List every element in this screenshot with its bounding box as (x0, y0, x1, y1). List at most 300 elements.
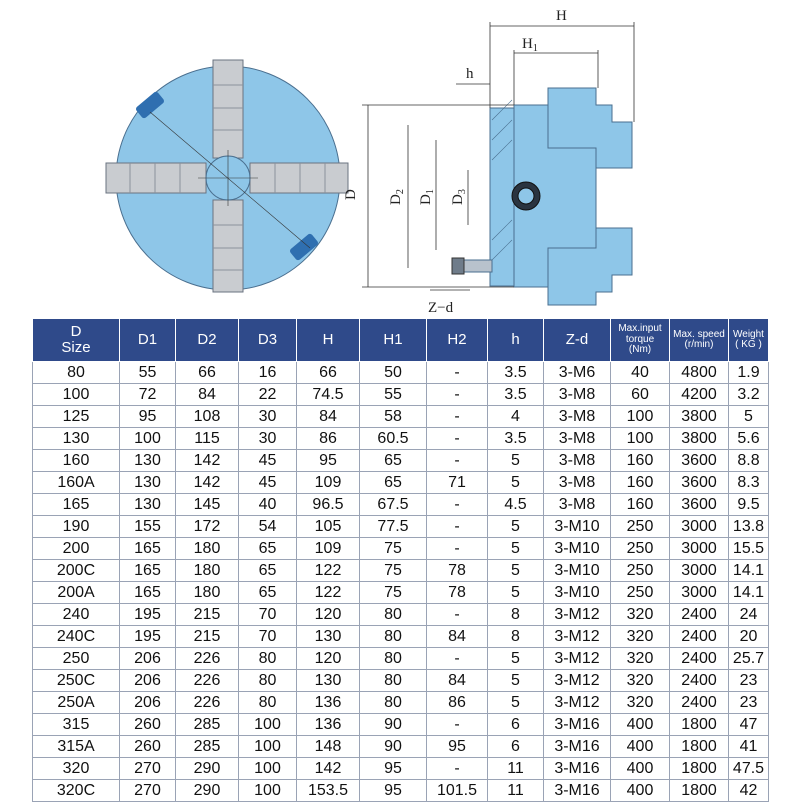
table-cell: 80 (360, 670, 427, 692)
table-cell: 80 (360, 604, 427, 626)
table-cell: - (427, 604, 488, 626)
table-cell: 400 (611, 758, 670, 780)
table-cell: 136 (297, 692, 360, 714)
label-D2: $D_2$ (388, 189, 406, 205)
table-cell: 180 (176, 538, 239, 560)
table-cell: 142 (297, 758, 360, 780)
table-cell: 3-M6 (544, 362, 611, 384)
label-h: h (466, 66, 474, 82)
table-row (33, 450, 769, 472)
table-cell: 5 (488, 450, 544, 472)
table-cell: 23 (729, 692, 769, 714)
table-cell: 3.5 (488, 428, 544, 450)
table-cell: 65 (239, 560, 297, 582)
table-cell: 13.8 (729, 516, 769, 538)
table-cell: 40 (611, 362, 670, 384)
table-cell: 40 (239, 494, 297, 516)
table-cell: 100 (611, 428, 670, 450)
table-row (33, 758, 769, 780)
table-cell: 95 (120, 406, 176, 428)
table-cell: 5 (488, 538, 544, 560)
table-row (33, 648, 769, 670)
table-cell: 80 (360, 648, 427, 670)
table-cell: 100 (239, 758, 297, 780)
table-cell: 45 (239, 450, 297, 472)
table-cell: 8 (488, 626, 544, 648)
column-header-line1: H (322, 331, 334, 349)
table-cell: 165 (120, 538, 176, 560)
table-cell: 2400 (670, 648, 729, 670)
table-cell: 60 (611, 384, 670, 406)
table-cell: 400 (611, 736, 670, 758)
table-cell: 3-M8 (544, 428, 611, 450)
table-row (33, 626, 769, 648)
column-header (33, 319, 120, 362)
table-cell: 55 (120, 362, 176, 384)
table-cell: 100 (239, 736, 297, 758)
table-cell: 16 (239, 362, 297, 384)
table-cell: - (427, 516, 488, 538)
table-cell: - (427, 648, 488, 670)
table-cell: 200 (33, 538, 120, 560)
table-cell: 3-M12 (544, 648, 611, 670)
jaw-right (250, 163, 348, 193)
table-cell: 5 (488, 582, 544, 604)
table-cell: - (427, 428, 488, 450)
table-cell: 41 (729, 736, 769, 758)
table-cell: 285 (176, 714, 239, 736)
table-cell: 5 (729, 406, 769, 428)
table-cell: 58 (360, 406, 427, 428)
table-cell: 1800 (670, 780, 729, 802)
table-cell: 96.5 (297, 494, 360, 516)
table-cell: 250 (611, 538, 670, 560)
table-cell: 250 (611, 560, 670, 582)
column-header (544, 319, 611, 362)
table-cell: 5 (488, 692, 544, 714)
table-cell: 250 (611, 516, 670, 538)
table-cell: 3000 (670, 516, 729, 538)
table-cell: 84 (297, 406, 360, 428)
table-cell: 320 (33, 758, 120, 780)
table-cell: 3-M10 (544, 582, 611, 604)
table-cell: 290 (176, 780, 239, 802)
label-D1: $D_1$ (418, 189, 436, 205)
table-cell: 108 (176, 406, 239, 428)
label-H: H (556, 8, 567, 24)
table-cell: 6 (488, 714, 544, 736)
front-view (106, 60, 348, 292)
table-cell: 148 (297, 736, 360, 758)
table-cell: 66 (176, 362, 239, 384)
table-cell: 3-M12 (544, 604, 611, 626)
table-cell: 190 (33, 516, 120, 538)
table-cell: 100 (33, 384, 120, 406)
table-cell: 226 (176, 692, 239, 714)
table-cell: 3-M16 (544, 780, 611, 802)
table-cell: 95 (297, 450, 360, 472)
table-cell: 285 (176, 736, 239, 758)
table-cell: 3000 (670, 582, 729, 604)
table-cell: 270 (120, 758, 176, 780)
table-header-row (33, 319, 769, 362)
table-cell: 250 (33, 648, 120, 670)
table-cell: 142 (176, 472, 239, 494)
table-cell: 80 (239, 670, 297, 692)
table-row (33, 428, 769, 450)
table-cell: 165 (33, 494, 120, 516)
label-Zd: Z−d (428, 300, 454, 316)
table-cell: 100 (611, 406, 670, 428)
table-cell: 109 (297, 538, 360, 560)
table-cell: - (427, 406, 488, 428)
table-cell: 320 (611, 604, 670, 626)
table-cell: 400 (611, 780, 670, 802)
label-H1: $H_1$ (522, 36, 538, 54)
table-cell: 315 (33, 714, 120, 736)
table-cell: 90 (360, 736, 427, 758)
chuck-drawing (0, 0, 800, 320)
table-cell: 3000 (670, 560, 729, 582)
table-row (33, 582, 769, 604)
table-cell: 2400 (670, 604, 729, 626)
table-cell: 80 (360, 626, 427, 648)
table-cell: 6 (488, 736, 544, 758)
table-cell: 160 (33, 450, 120, 472)
table-cell: - (427, 758, 488, 780)
table-cell: 1800 (670, 736, 729, 758)
table-cell: 320 (611, 692, 670, 714)
column-header-line1: D (70, 323, 82, 341)
table-cell: 5 (488, 560, 544, 582)
table-cell: 195 (120, 626, 176, 648)
table-cell: 3.5 (488, 362, 544, 384)
table-cell: 206 (120, 648, 176, 670)
table-cell: 142 (176, 450, 239, 472)
table-cell: 3-M8 (544, 450, 611, 472)
table-cell: 77.5 (360, 516, 427, 538)
table-cell: 2400 (670, 670, 729, 692)
table-cell: 3-M8 (544, 472, 611, 494)
table-cell: 15.5 (729, 538, 769, 560)
table-cell: 3600 (670, 472, 729, 494)
column-header (427, 319, 488, 362)
table-row (33, 384, 769, 406)
table-cell: 55 (360, 384, 427, 406)
table-cell: 8.8 (729, 450, 769, 472)
table-cell: 3000 (670, 538, 729, 560)
table-cell: 72 (120, 384, 176, 406)
table-cell: 54 (239, 516, 297, 538)
table-cell: 4200 (670, 384, 729, 406)
table-cell: 122 (297, 582, 360, 604)
table-cell: 14.1 (729, 560, 769, 582)
table-cell: 78 (427, 560, 488, 582)
table-cell: 3-M10 (544, 560, 611, 582)
table-cell: 3-M10 (544, 516, 611, 538)
column-header (670, 319, 729, 362)
table-cell: 315A (33, 736, 120, 758)
table-cell: 20 (729, 626, 769, 648)
table-cell: 240C (33, 626, 120, 648)
table-cell: 75 (360, 538, 427, 560)
table-cell: 215 (176, 626, 239, 648)
table-row (33, 692, 769, 714)
column-header (488, 319, 544, 362)
table-cell: 80 (33, 362, 120, 384)
table-cell: 78 (427, 582, 488, 604)
table-cell: 400 (611, 714, 670, 736)
table-cell: 320 (611, 670, 670, 692)
table-cell: 206 (120, 692, 176, 714)
column-header (120, 319, 176, 362)
table-cell: 240 (33, 604, 120, 626)
table-cell: 226 (176, 670, 239, 692)
table-cell: 290 (176, 758, 239, 780)
table-cell: 120 (297, 648, 360, 670)
table-cell: 120 (297, 604, 360, 626)
table-cell: 160 (611, 450, 670, 472)
column-header (176, 319, 239, 362)
table-cell: 4.5 (488, 494, 544, 516)
table-cell: 270 (120, 780, 176, 802)
table-cell: 105 (297, 516, 360, 538)
table-cell: 2400 (670, 692, 729, 714)
table-cell: 2400 (670, 626, 729, 648)
table-cell: 250 (611, 582, 670, 604)
column-header-line1: D3 (257, 331, 278, 349)
table-row (33, 714, 769, 736)
table-cell: 125 (33, 406, 120, 428)
table-cell: 115 (176, 428, 239, 450)
table-cell: - (427, 538, 488, 560)
table-cell: 160A (33, 472, 120, 494)
table-cell: - (427, 384, 488, 406)
table-cell: 11 (488, 780, 544, 802)
table-cell: 165 (120, 560, 176, 582)
table-cell: 109 (297, 472, 360, 494)
table-cell: 3-M12 (544, 670, 611, 692)
table-cell: 65 (239, 538, 297, 560)
table-cell: 9.5 (729, 494, 769, 516)
table-cell: 320 (611, 626, 670, 648)
table-cell: 122 (297, 560, 360, 582)
table-cell: 30 (239, 428, 297, 450)
label-D3: $D_3$ (450, 189, 468, 205)
table-cell: 3-M16 (544, 736, 611, 758)
column-header (239, 319, 297, 362)
table-cell: 1800 (670, 714, 729, 736)
side-view (452, 88, 632, 305)
table-cell: 74.5 (297, 384, 360, 406)
table-cell: - (427, 362, 488, 384)
table-cell: 250C (33, 670, 120, 692)
table-cell: 23 (729, 670, 769, 692)
column-header-line1: D2 (197, 331, 217, 349)
table-cell: 5 (488, 648, 544, 670)
table-cell: 3600 (670, 450, 729, 472)
table-cell: 86 (297, 428, 360, 450)
table-cell: 3-M8 (544, 494, 611, 516)
spec-table (32, 318, 769, 802)
table-row (33, 604, 769, 626)
table-cell: 165 (120, 582, 176, 604)
table-row (33, 538, 769, 560)
table-cell: 180 (176, 582, 239, 604)
table-cell: 130 (297, 626, 360, 648)
table-cell: 215 (176, 604, 239, 626)
table-cell: 195 (120, 604, 176, 626)
table-cell: 130 (120, 450, 176, 472)
table-cell: 84 (427, 626, 488, 648)
table-cell: 130 (33, 428, 120, 450)
table-cell: 75 (360, 582, 427, 604)
table-row (33, 780, 769, 802)
table-cell: - (427, 714, 488, 736)
table-cell: 95 (360, 758, 427, 780)
table-cell: 3-M12 (544, 692, 611, 714)
table-cell: 3800 (670, 406, 729, 428)
table-cell: 95 (427, 736, 488, 758)
table-cell: 1800 (670, 758, 729, 780)
table-cell: 130 (120, 472, 176, 494)
table-cell: 3-M8 (544, 406, 611, 428)
table-cell: 226 (176, 648, 239, 670)
table-body (33, 362, 769, 802)
table-cell: 4800 (670, 362, 729, 384)
table-cell: 65 (239, 582, 297, 604)
table-cell: 3-M10 (544, 538, 611, 560)
column-header-line1: H1 (383, 331, 403, 349)
jaw-left (106, 163, 206, 193)
column-header-line1: Z-d (565, 331, 589, 349)
table-cell: 84 (176, 384, 239, 406)
table-cell: 180 (176, 560, 239, 582)
table-cell: 80 (239, 648, 297, 670)
table-cell: 3.2 (729, 384, 769, 406)
table-cell: 47 (729, 714, 769, 736)
table-cell: 8 (488, 604, 544, 626)
table-cell: 145 (176, 494, 239, 516)
table-cell: - (427, 450, 488, 472)
column-header (360, 319, 427, 362)
table-cell: 160 (611, 472, 670, 494)
table-cell: 200A (33, 582, 120, 604)
table-cell: 30 (239, 406, 297, 428)
column-header-line2: (Nm) (628, 344, 652, 356)
table-cell: 71 (427, 472, 488, 494)
table-cell: 4 (488, 406, 544, 428)
label-D: D (343, 189, 359, 200)
table-cell: 130 (297, 670, 360, 692)
table-cell: 160 (611, 494, 670, 516)
table-cell: 320 (611, 648, 670, 670)
table-cell: 250A (33, 692, 120, 714)
column-header-line2: Size (61, 339, 91, 356)
table-row (33, 670, 769, 692)
column-header-line1: Max. speed (673, 328, 725, 340)
table-row (33, 406, 769, 428)
table-row (33, 516, 769, 538)
table-cell: 1.9 (729, 362, 769, 384)
table-cell: 67.5 (360, 494, 427, 516)
table-cell: 66 (297, 362, 360, 384)
table-row (33, 736, 769, 758)
column-header-line1: Max.input torque (618, 323, 662, 345)
column-header-line1: h (511, 331, 520, 349)
table-cell: 80 (360, 692, 427, 714)
table-cell: 14.1 (729, 582, 769, 604)
table-cell: 47.5 (729, 758, 769, 780)
table-cell: 3.5 (488, 384, 544, 406)
table-cell: 172 (176, 516, 239, 538)
table-cell: 65 (360, 450, 427, 472)
column-header-line2: (r/min) (684, 339, 714, 350)
table-cell: 3-M16 (544, 714, 611, 736)
table-cell: 5 (488, 670, 544, 692)
table-cell: 320C (33, 780, 120, 802)
table-cell: 75 (360, 560, 427, 582)
column-header (729, 319, 769, 362)
table-cell: 155 (120, 516, 176, 538)
table-cell: 136 (297, 714, 360, 736)
table-cell: 100 (239, 780, 297, 802)
table-cell: 101.5 (427, 780, 488, 802)
table-cell: 3-M12 (544, 626, 611, 648)
table-cell: 5.6 (729, 428, 769, 450)
table-cell: 3-M8 (544, 384, 611, 406)
table-cell: 100 (120, 428, 176, 450)
table-cell: 3800 (670, 428, 729, 450)
table-cell: 11 (488, 758, 544, 780)
table-cell: 84 (427, 670, 488, 692)
table-cell: 200C (33, 560, 120, 582)
jaw-bottom (213, 200, 243, 292)
table-cell: 90 (360, 714, 427, 736)
table-cell: - (427, 494, 488, 516)
table-cell: 260 (120, 736, 176, 758)
table-row (33, 560, 769, 582)
table-cell: 86 (427, 692, 488, 714)
table-cell: 3600 (670, 494, 729, 516)
table-cell: 3-M16 (544, 758, 611, 780)
column-header-line1: H2 (447, 331, 467, 349)
column-header-line1: Weight (733, 328, 764, 340)
column-header-line2: ( KG ) (735, 339, 762, 350)
table-cell: 22 (239, 384, 297, 406)
column-header (611, 319, 670, 362)
jaw-top (213, 60, 243, 158)
table-cell: 95 (360, 780, 427, 802)
table-cell: 25.7 (729, 648, 769, 670)
table-cell: 5 (488, 516, 544, 538)
table-cell: 42 (729, 780, 769, 802)
table-cell: 24 (729, 604, 769, 626)
table-row (33, 494, 769, 516)
table-cell: 45 (239, 472, 297, 494)
column-header (297, 319, 360, 362)
table-cell: 5 (488, 472, 544, 494)
table-cell: 65 (360, 472, 427, 494)
table-row (33, 472, 769, 494)
table-cell: 100 (239, 714, 297, 736)
table-cell: 8.3 (729, 472, 769, 494)
table-cell: 206 (120, 670, 176, 692)
column-header-line1: D1 (137, 331, 158, 349)
table-cell: 70 (239, 626, 297, 648)
table-cell: 130 (120, 494, 176, 516)
table-cell: 60.5 (360, 428, 427, 450)
